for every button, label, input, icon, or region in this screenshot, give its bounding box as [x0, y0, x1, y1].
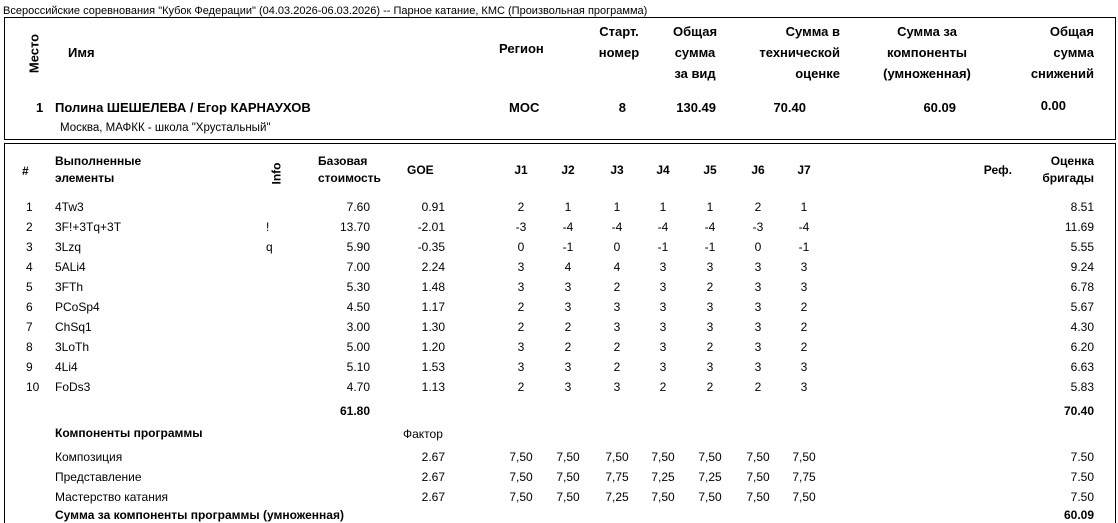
- judge-goe: 2: [517, 320, 525, 334]
- judge-header: J6: [751, 163, 765, 177]
- judge-goe: -4: [562, 220, 574, 234]
- region-header: Регион: [499, 41, 544, 56]
- judge-goe: 1: [564, 200, 572, 214]
- judge-component-mark: 7,50: [746, 490, 770, 504]
- judge-component-mark: 7,50: [746, 450, 770, 464]
- col-base-header: Базовая стоимость: [318, 154, 381, 185]
- element-score: 5.55: [1070, 240, 1094, 254]
- element-code: FoDs3: [55, 380, 91, 394]
- col-score-header: Оценка бригады: [1042, 154, 1094, 185]
- judge-component-mark: 7,50: [746, 470, 770, 484]
- judge-goe: 2: [613, 360, 621, 374]
- name-header: Имя: [68, 45, 95, 60]
- col-info-header: Info: [269, 162, 284, 185]
- component-score: 7.50: [1070, 450, 1094, 464]
- judge-goe: -1: [657, 240, 669, 254]
- col-num-header: #: [22, 164, 29, 178]
- element-base-value: 7.60: [346, 200, 370, 214]
- col-goe-header: GOE: [407, 163, 434, 177]
- element-code: 4Tw3: [55, 200, 84, 214]
- component-score: 7.50: [1070, 470, 1094, 484]
- judge-goe: -4: [657, 220, 669, 234]
- judge-goe: -4: [798, 220, 810, 234]
- judge-component-mark: 7,75: [792, 470, 816, 484]
- judge-goe: 4: [564, 260, 572, 274]
- judge-goe: 3: [706, 300, 714, 314]
- element-base-value: 3.00: [346, 320, 370, 334]
- judge-component-mark: 7,50: [792, 490, 816, 504]
- element-code: 3FTh: [55, 280, 84, 294]
- element-number: 8: [26, 340, 33, 354]
- judge-goe: -4: [704, 220, 716, 234]
- element-number: 7: [26, 320, 33, 334]
- start-number-header: Старт. номер: [598, 24, 640, 60]
- judge-goe: 3: [517, 280, 525, 294]
- judge-goe: 3: [564, 300, 572, 314]
- judge-goe: 3: [659, 320, 667, 334]
- place-header: Место: [26, 33, 42, 74]
- element-base-value: 5.90: [346, 240, 370, 254]
- element-base-value: 5.00: [346, 340, 370, 354]
- judge-goe: 2: [564, 320, 572, 334]
- judge-header: J5: [703, 163, 717, 177]
- judge-goe: 1: [800, 200, 808, 214]
- judge-goe: 3: [754, 320, 762, 334]
- judge-goe: 3: [706, 360, 714, 374]
- judge-header: J7: [797, 163, 811, 177]
- element-number: 4: [26, 260, 33, 274]
- element-code: ChSq1: [55, 320, 92, 334]
- element-number: 10: [26, 380, 40, 394]
- judge-goe: 2: [706, 380, 714, 394]
- judge-goe: 3: [659, 360, 667, 374]
- element-number: 6: [26, 300, 33, 314]
- col-ref-header: Реф.: [983, 163, 1012, 177]
- element-score: 6.78: [1070, 280, 1094, 294]
- skater-deductions: 0.00: [1040, 98, 1066, 113]
- judge-header: J3: [610, 163, 624, 177]
- judge-goe: 4: [613, 260, 621, 274]
- element-goe: 2.24: [421, 260, 445, 274]
- element-score: 5.83: [1070, 380, 1094, 394]
- component-factor: 2.67: [421, 450, 445, 464]
- judge-goe: -1: [562, 240, 574, 254]
- event-caption: Всероссийские соревнования "Кубок Федерации" (04.03.2026-06.03.2026) -- Парное катание, КМС (Произвольная программа): [3, 5, 648, 17]
- judge-goe: 3: [613, 320, 621, 334]
- judge-goe: 3: [564, 360, 572, 374]
- element-score: 6.20: [1070, 340, 1094, 354]
- skater-place: 1: [36, 100, 44, 115]
- judge-header: J4: [656, 163, 670, 177]
- judge-goe: 3: [613, 380, 621, 394]
- element-info: q: [266, 240, 273, 254]
- judge-goe: 2: [754, 380, 762, 394]
- judge-goe: 3: [659, 340, 667, 354]
- judge-header: J1: [514, 163, 528, 177]
- judge-goe: 2: [800, 320, 808, 334]
- judge-goe: -1: [704, 240, 716, 254]
- element-code: 3LoTh: [55, 340, 90, 354]
- judge-goe: 3: [564, 280, 572, 294]
- element-code: 3Lzq: [55, 240, 82, 254]
- total-segment-header: Общая сумма за вид: [672, 24, 718, 81]
- judge-component-mark: 7,25: [651, 470, 675, 484]
- judge-goe: 3: [517, 340, 525, 354]
- judge-goe: 3: [564, 380, 572, 394]
- element-goe: 1.48: [421, 280, 445, 294]
- element-base-value: 5.30: [346, 280, 370, 294]
- skater-start-number: 8: [618, 100, 626, 115]
- judge-goe: 2: [706, 340, 714, 354]
- element-base-value: 5.10: [346, 360, 370, 374]
- judge-goe: 3: [800, 260, 808, 274]
- judge-goe: 2: [706, 280, 714, 294]
- component-name: Представление: [55, 470, 142, 484]
- element-goe: 1.13: [421, 380, 445, 394]
- judge-goe: 3: [659, 300, 667, 314]
- element-goe: 1.53: [421, 360, 445, 374]
- element-code: 5ALi4: [55, 260, 86, 274]
- judge-component-mark: 7,50: [509, 470, 533, 484]
- judge-goe: 2: [613, 340, 621, 354]
- element-number: 2: [26, 220, 33, 234]
- judge-goe: 3: [613, 300, 621, 314]
- judge-component-mark: 7,50: [792, 450, 816, 464]
- judge-goe: -4: [611, 220, 623, 234]
- pcs-header: Сумма за компоненты (умноженная): [883, 24, 971, 81]
- element-code: 3F!+3Tq+3T: [55, 220, 122, 234]
- element-code: 4Li4: [55, 360, 78, 374]
- components-total-label: Сумма за компоненты программы (умноженная): [55, 508, 344, 522]
- judge-goe: 2: [800, 300, 808, 314]
- element-base-value: 7.00: [346, 260, 370, 274]
- judge-goe: 3: [706, 320, 714, 334]
- element-score: 9.24: [1070, 260, 1094, 274]
- judge-component-mark: 7,50: [651, 490, 675, 504]
- judge-goe: 3: [659, 280, 667, 294]
- tes-header: Сумма в технической оценке: [759, 24, 840, 81]
- component-name: Мастерство катания: [55, 490, 169, 504]
- element-number: 9: [26, 360, 33, 374]
- judge-component-mark: 7,50: [698, 450, 722, 464]
- component-factor: 2.67: [421, 490, 445, 504]
- element-info: !: [266, 220, 270, 234]
- deductions-header: Общая сумма снижений: [1030, 24, 1094, 81]
- judge-goe: 3: [517, 360, 525, 374]
- judge-goe: 3: [754, 300, 762, 314]
- element-base-value: 4.50: [346, 300, 370, 314]
- judge-goe: 3: [517, 260, 525, 274]
- judge-component-mark: 7,25: [605, 490, 629, 504]
- skater-pcs: 60.09: [923, 100, 956, 115]
- components-title: Компоненты программы: [55, 426, 203, 440]
- judge-component-mark: 7,50: [509, 450, 533, 464]
- judge-goe: 2: [517, 380, 525, 394]
- judge-goe: 2: [754, 200, 762, 214]
- judge-component-mark: 7,50: [556, 490, 580, 504]
- judge-goe: 2: [564, 340, 572, 354]
- component-factor: 2.67: [421, 470, 445, 484]
- judge-component-mark: 7,50: [556, 470, 580, 484]
- col-element-header: Выполненные элементы: [55, 154, 142, 185]
- element-goe: 1.20: [421, 340, 445, 354]
- judge-component-mark: 7,50: [698, 490, 722, 504]
- judge-goe: 3: [706, 260, 714, 274]
- judge-goe: 3: [754, 340, 762, 354]
- judge-goe: -3: [752, 220, 764, 234]
- element-goe: 0.91: [421, 200, 445, 214]
- judge-goe: -1: [798, 240, 810, 254]
- component-score: 7.50: [1070, 490, 1094, 504]
- judge-goe: 3: [800, 280, 808, 294]
- component-name: Композиция: [55, 450, 123, 464]
- element-number: 3: [26, 240, 33, 254]
- judge-goe: 2: [800, 340, 808, 354]
- judge-component-mark: 7,50: [651, 450, 675, 464]
- judge-goe: 0: [754, 240, 762, 254]
- judge-goe: 1: [659, 200, 667, 214]
- element-base-value: 13.70: [339, 220, 370, 234]
- factor-header: Фактор: [403, 427, 443, 441]
- skater-club: Москва, МАФКК - школа "Хрустальный": [60, 122, 271, 134]
- skater-region: MOC: [509, 100, 540, 115]
- judge-goe: 0: [613, 240, 621, 254]
- judge-goe: 3: [754, 280, 762, 294]
- skater-tes: 70.40: [773, 100, 806, 115]
- element-goe: -2.01: [417, 220, 445, 234]
- element-score: 4.30: [1070, 320, 1094, 334]
- judge-goe: 3: [754, 260, 762, 274]
- judge-component-mark: 7,50: [605, 450, 629, 464]
- element-number: 1: [26, 200, 33, 214]
- judge-component-mark: 7,25: [698, 470, 722, 484]
- element-number: 5: [26, 280, 33, 294]
- judge-goe: 1: [613, 200, 621, 214]
- judge-component-mark: 7,50: [556, 450, 580, 464]
- element-goe: 1.30: [421, 320, 445, 334]
- judge-goe: 3: [800, 360, 808, 374]
- judge-goe: 2: [613, 280, 621, 294]
- total-base-value: 61.80: [339, 404, 370, 418]
- element-score: 6.63: [1070, 360, 1094, 374]
- judge-header: J2: [561, 163, 575, 177]
- element-base-value: 4.70: [346, 380, 370, 394]
- element-code: PCoSp4: [55, 300, 100, 314]
- components-total-value: 60.09: [1063, 508, 1094, 522]
- judge-goe: 1: [706, 200, 714, 214]
- element-score: 11.69: [1064, 220, 1094, 234]
- skater-name: Полина ШЕШЕЛЕВА / Егор КАРНАУХОВ: [55, 100, 311, 115]
- total-tes: 70.40: [1063, 404, 1094, 418]
- judge-goe: 2: [659, 380, 667, 394]
- element-goe: 1.17: [421, 300, 445, 314]
- element-score: 8.51: [1070, 200, 1094, 214]
- element-score: 5.67: [1070, 300, 1094, 314]
- judge-component-mark: 7,50: [509, 490, 533, 504]
- judge-component-mark: 7,75: [605, 470, 629, 484]
- judge-goe: 3: [659, 260, 667, 274]
- judge-goe: 2: [517, 200, 525, 214]
- judge-goe: 3: [800, 380, 808, 394]
- element-goe: -0.35: [417, 240, 445, 254]
- judge-goe: 2: [517, 300, 525, 314]
- judge-goe: -3: [515, 220, 527, 234]
- skater-total-score: 130.49: [676, 100, 716, 115]
- judge-goe: 3: [754, 360, 762, 374]
- judge-goe: 0: [517, 240, 525, 254]
